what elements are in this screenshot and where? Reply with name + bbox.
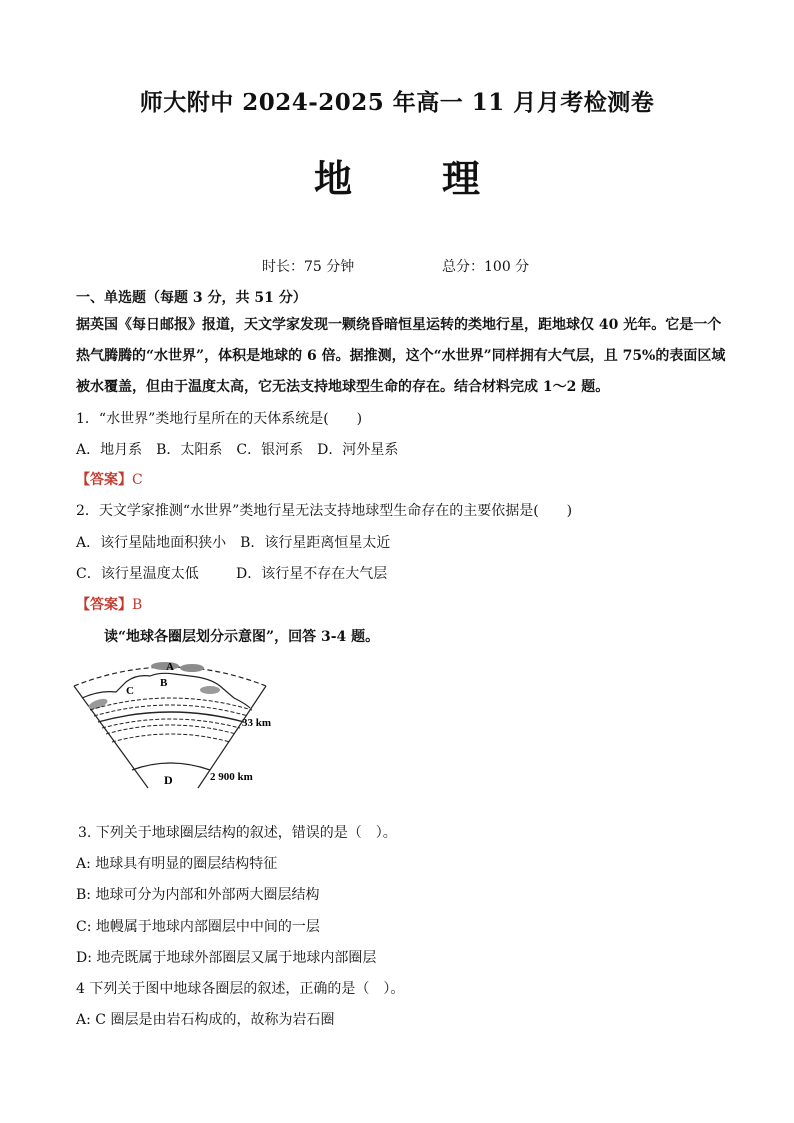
crust-line — [94, 705, 248, 716]
material-line-1: 据英国《每日邮报》报道，天文学家发现一颗绕昏暗恒星运转的类地行星，距地球仅 40 光年。它是一个 — [76, 317, 722, 333]
depth-label-33km: 33 km — [242, 717, 272, 729]
question-3-stem: 3. 下列关于地球圈层结构的叙述，错误的是（ ）。 — [78, 825, 397, 841]
layer-label-b: B — [160, 677, 168, 689]
crust-line — [90, 698, 252, 710]
question-3-option-d: D: 地壳既属于地球外部圈层又属于地球内部圈层 — [76, 950, 377, 966]
mantle-line — [112, 734, 230, 742]
exam-duration: 时长：75 分钟 — [262, 259, 355, 275]
mantle-line — [102, 719, 240, 728]
question-2-option-c: C．该行星温度太低 — [76, 566, 199, 582]
moho-boundary — [98, 712, 244, 722]
section-heading: 一、单选题（每题 3 分，共 51 分） — [76, 290, 307, 306]
question-1-options: A．地月系 B．太阳系 C．银河系 D．河外星系 — [76, 442, 399, 458]
question-4-stem: 4 下列关于图中地球各圈层的叙述，正确的是（ ）。 — [76, 981, 405, 997]
question-1-answer — [76, 469, 143, 489]
earth-layers-diagram — [70, 652, 280, 802]
answer-value: B — [132, 597, 143, 613]
cloud-shape — [151, 662, 179, 670]
exam-total-score: 总分：100 分 — [442, 259, 530, 275]
subject-title: 地 理 — [313, 157, 506, 201]
water-patch — [200, 686, 220, 694]
exam-title: 师大附中 2024-2025 年高一 11 月月考检测卷 — [139, 89, 655, 116]
question-2-answer — [76, 594, 142, 614]
material-line-2: 热气腾腾的“水世界”，体积是地球的 6 倍。据推测，这个“水世界”同样拥有大气层，且 75%的表面区域 — [76, 348, 726, 364]
answer-label: 【答案】 — [76, 472, 132, 488]
gutenberg-boundary — [132, 763, 210, 770]
question-1-stem: 1．“水世界”类地行星所在的天体系统是( ) — [76, 411, 363, 427]
question-2-options-row1: A．该行星陆地面积狭小 B．该行星距离恒星太近 — [76, 535, 391, 551]
mantle-line — [106, 725, 236, 734]
layer-label-d: D — [164, 773, 173, 787]
question-3-option-b: B: 地球可分为内部和外部两大圈层结构 — [76, 887, 320, 903]
depth-label-2900km: 2 900 km — [210, 771, 253, 783]
layer-label-c: C — [126, 685, 134, 697]
cloud-shape — [180, 664, 204, 672]
answer-value: C — [132, 472, 143, 488]
question-2-option-d: D．该行星不存在大气层 — [236, 566, 388, 582]
question-4-option-a: A: C 圈层是由岩石构成的，故称为岩石圈 — [76, 1012, 335, 1028]
question-3-option-a: A: 地球具有明显的圈层结构特征 — [76, 856, 278, 872]
question-3-option-c: C: 地幔属于地球内部圈层中中间的一层 — [76, 919, 320, 935]
question-2-stem: 2．天文学家推测“水世界”类地行星无法支持地球型生命存在的主要依据是( ) — [76, 503, 573, 519]
answer-label: 【答案】 — [76, 597, 132, 613]
material-line-3: 被水覆盖，但由于温度太高，它无法支持地球型生命的存在。结合材料完成 1～2 题。 — [76, 379, 610, 395]
material-2-intro: 读“地球各圈层划分示意图”，回答 3-4 题。 — [104, 629, 380, 645]
layer-label-a: A — [166, 661, 174, 673]
